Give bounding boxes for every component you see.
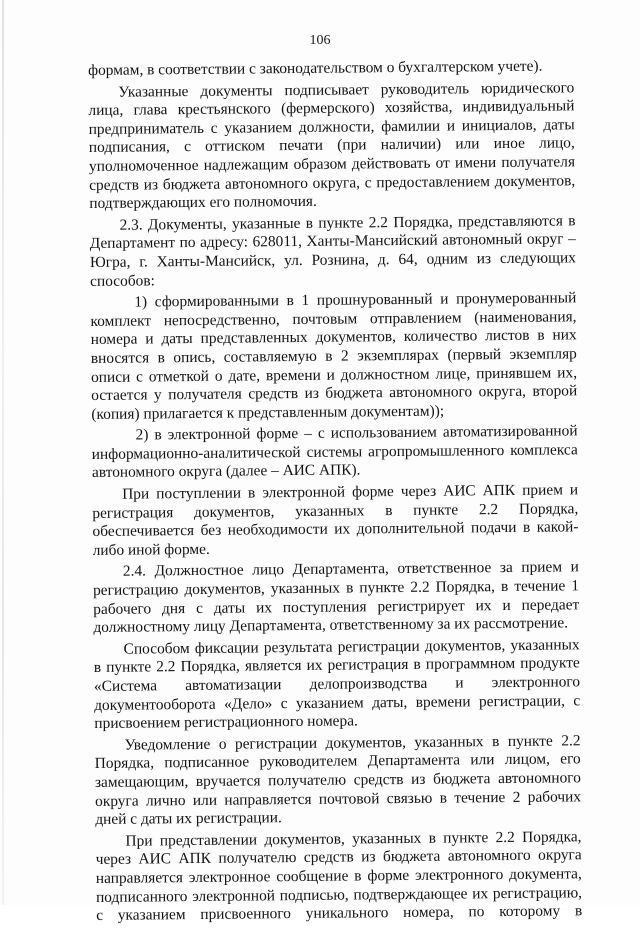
- page-edge-shadow: [2, 0, 4, 905]
- paragraph-ais-apk-notice: При представлении документов, указанных в пункте 2.2 Порядка, через АИС АПК получателю средств из бюджета автономного округа направляется электронное сообщение в форме электронного документа, подписанного электронной подписью, подтверждающее их регистрацию, с указанием присвоенного уникального номера, по которому в: [95, 828, 583, 925]
- document-body: [88, 57, 582, 928]
- paragraph-2-3: 2.3. Документы, указанные в пункте 2.2 Порядка, представляются в Департамент по адресу: 628011, Ханты-Мансийский автономный округ – Югра, г. Ханты-Мансийск, ул. Рознина, д. 64, одним из следующих способов:: [89, 212, 576, 290]
- paragraph-method-1: 1) сформированными в 1 прошнурованный и пронумерованный комплект непосредственно, почтовым отправлением (наименования, номера и даты представленных документов, количество листов в них вносятся в опись, составляемую в 2 экземплярах (первый экземпляр описи с отметкой о дате, времени и должностном лице, принявшем их, остается у получателя средств из бюджета автономного округа, второй (копия) прилагается к представленным документам));: [90, 289, 578, 423]
- paragraph-method-2: 2) в электронной форме – с использованием автоматизированной информационно-аналитической системы агропромышленного комплекса автономного округа (далее – АИС АПК).: [91, 422, 578, 482]
- paragraph-registration-method: Способом фиксации результата регистрации документов, указанных в пункте 2.2 Порядка, является их регистрация в программном продукте «Система автоматизации делопроизводства и электронного документооборота «Дело» с указанием даты, времени регистрации, с присвоением регистрационного номера.: [93, 636, 581, 733]
- paragraph-registration-notice: Уведомление о регистрации документов, указанных в пункте 2.2 Порядка, подписанное руководителем Департамента или лицом, его замещающим, вручается получателю средств из бюджета автономного округа лично или направляется почтовой связью в течение 2 рабочих дней с даты их регистрации.: [94, 732, 582, 829]
- paragraph-signatories: Указанные документы подписывает руководитель юридического лица, глава крестьянского (фермерского) хозяйства, индивидуальный предприниматель с указанием должности, фамилии и инициалов, даты подписания, с оттиском печати (при наличии) или иное лицо, уполномоченное надлежащим образом действовать от имени получателя средств из бюджета автономного округа, с предоставлением документов, подтверждающих его полномочия.: [88, 78, 576, 213]
- paragraph-electronic-receipt: При поступлении в электронной форме через АИС АПК прием и регистрация документов, указанных в пункте 2.2 Порядка, обеспечивается без необходимости их дополнительной подачи в какой-либо иной форме.: [92, 481, 579, 559]
- paragraph-2-4: 2.4. Должностное лицо Департамента, ответственное за прием и регистрацию документов, указанных в пункте 2.2 Порядка, в течение 1 рабочего дня с даты их поступления регистрирует их и передает должностному лицу Департамента, ответственному за их рассмотрение.: [92, 558, 580, 637]
- paragraph-continuation: формам, в соответствии с законодательством о бухгалтерском учете).: [88, 57, 543, 79]
- page-number: 106: [309, 33, 331, 48]
